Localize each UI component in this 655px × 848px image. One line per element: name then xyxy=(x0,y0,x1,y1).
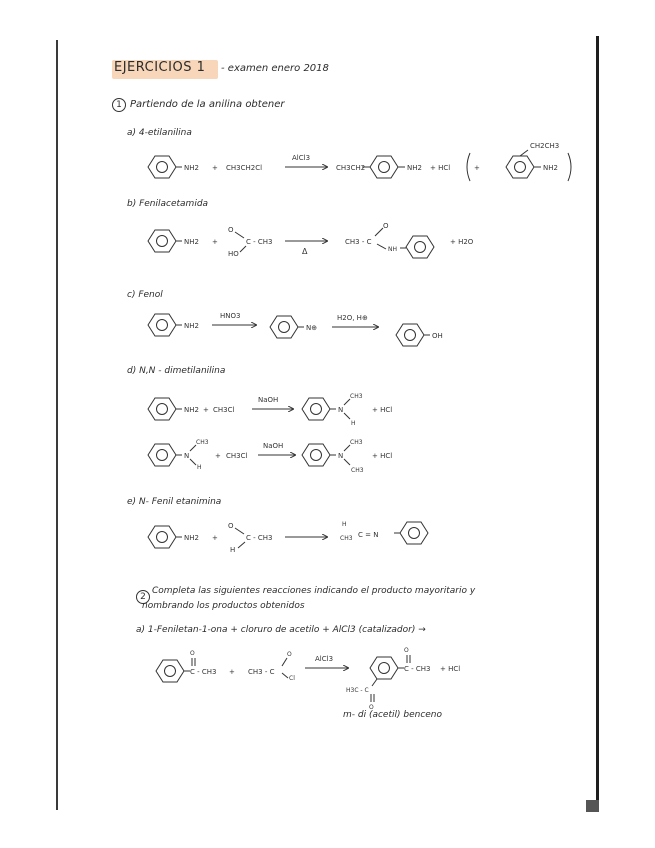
svg-text:C - CH3: C - CH3 xyxy=(246,534,273,542)
svg-text:O: O xyxy=(228,226,234,234)
q1-a-reaction xyxy=(148,142,571,181)
svg-text:+: + xyxy=(203,406,209,414)
svg-text:HNO3: HNO3 xyxy=(220,312,241,320)
svg-text:NH2: NH2 xyxy=(184,322,199,330)
question-2-text-line2: nombrando los productos obtenidos xyxy=(142,601,305,611)
svg-text:C = N: C = N xyxy=(358,531,379,539)
svg-text:CH2CH3: CH2CH3 xyxy=(530,142,560,150)
svg-text:+ HCl: + HCl xyxy=(372,406,393,414)
svg-text:H3C - C: H3C - C xyxy=(346,687,369,694)
svg-text:CH3: CH3 xyxy=(350,393,363,400)
q1-c-reaction xyxy=(148,312,443,346)
q1-b-label: b) Fenilacetamida xyxy=(127,199,209,209)
svg-text:H: H xyxy=(351,420,356,427)
svg-text:H: H xyxy=(230,546,236,554)
q1-c-label: c) Fenol xyxy=(127,290,163,300)
svg-text:+ HCl: + HCl xyxy=(430,164,451,172)
benzene-ring-icon xyxy=(148,156,176,178)
svg-text:O: O xyxy=(190,650,195,657)
q1-b-reaction xyxy=(148,222,474,258)
q1-d-reaction xyxy=(148,393,392,474)
question-1-text: Partiendo de la anilina obtener xyxy=(130,99,285,110)
svg-text:C - CH3: C - CH3 xyxy=(404,665,431,673)
svg-text:+: + xyxy=(212,164,218,172)
svg-text:Cl: Cl xyxy=(289,675,295,682)
svg-text:Δ: Δ xyxy=(302,247,308,256)
q2-a-reaction xyxy=(156,647,460,711)
svg-text:NH2: NH2 xyxy=(543,164,558,172)
question-1-number: 1 xyxy=(112,98,126,112)
svg-text:CH3CH2: CH3CH2 xyxy=(336,164,366,172)
svg-text:NH: NH xyxy=(388,246,397,253)
page-subtitle: - examen enero 2018 xyxy=(221,63,329,74)
svg-text:CH3: CH3 xyxy=(340,535,353,542)
svg-text:CH3Cl: CH3Cl xyxy=(213,406,235,414)
svg-text:+ HCl: + HCl xyxy=(440,665,461,673)
svg-text:+: + xyxy=(212,238,218,246)
svg-text:HO: HO xyxy=(228,250,239,258)
svg-text:NaOH: NaOH xyxy=(258,396,279,404)
condition-text: AlCl3 xyxy=(292,154,311,162)
svg-text:NH2: NH2 xyxy=(407,164,422,172)
svg-text:H: H xyxy=(342,521,347,528)
svg-text:CH3 - C: CH3 - C xyxy=(248,668,275,676)
svg-text:+ HCl: + HCl xyxy=(372,452,393,460)
svg-text:NaOH: NaOH xyxy=(263,442,284,450)
q2-a-label: a) 1-Feniletan-1-ona + cloruro de acetilo + AlCl3 (catalizador) → xyxy=(136,625,426,635)
svg-text:NH2: NH2 xyxy=(184,406,199,414)
svg-text:CH3: CH3 xyxy=(351,467,364,474)
question-2-text-line1: Completa las siguientes reacciones indicando el producto mayoritario y xyxy=(152,586,476,596)
svg-text:C - CH3: C - CH3 xyxy=(190,668,217,676)
svg-text:O: O xyxy=(404,647,409,654)
svg-text:H: H xyxy=(197,464,202,471)
svg-text:+: + xyxy=(212,534,218,542)
question-2-number: 2 xyxy=(136,590,150,604)
q1-d-label: d) N,N - dimetilanilina xyxy=(127,366,226,376)
svg-text:O: O xyxy=(383,222,389,230)
svg-text:CH3Cl: CH3Cl xyxy=(226,452,248,460)
svg-text:N: N xyxy=(184,452,190,460)
svg-text:O: O xyxy=(287,651,292,658)
svg-text:+: + xyxy=(215,452,221,460)
svg-text:C - CH3: C - CH3 xyxy=(246,238,273,246)
nh2-text: NH2 xyxy=(184,164,199,172)
svg-text:+: + xyxy=(474,164,480,172)
svg-text:CH3: CH3 xyxy=(196,439,209,446)
svg-text:O: O xyxy=(369,704,374,711)
svg-text:N⊕: N⊕ xyxy=(306,324,318,332)
svg-text:OH: OH xyxy=(432,332,443,340)
svg-text:CH3 - C: CH3 - C xyxy=(345,238,372,246)
svg-text:N: N xyxy=(338,452,344,460)
q1-e-label: e) N- Fenil etanimina xyxy=(127,497,222,507)
svg-text:O: O xyxy=(228,522,234,530)
q1-a-label: a) 4-etilanilina xyxy=(127,128,192,138)
page-title: EJERCICIOS 1 xyxy=(114,60,206,75)
svg-text:NH2: NH2 xyxy=(184,534,199,542)
svg-text:H2O, H⊕: H2O, H⊕ xyxy=(337,314,368,322)
svg-text:N: N xyxy=(338,406,344,414)
svg-text:AlCl3: AlCl3 xyxy=(315,655,334,663)
svg-text:NH2: NH2 xyxy=(184,238,199,246)
reagent-text: CH3CH2Cl xyxy=(226,164,263,172)
svg-text:+ H2O: + H2O xyxy=(450,238,474,246)
svg-text:CH3: CH3 xyxy=(350,439,363,446)
q1-e-reaction xyxy=(148,521,428,554)
svg-text:+: + xyxy=(229,668,235,676)
q2-a-product-name: m- di (acetil) benceno xyxy=(343,710,443,720)
